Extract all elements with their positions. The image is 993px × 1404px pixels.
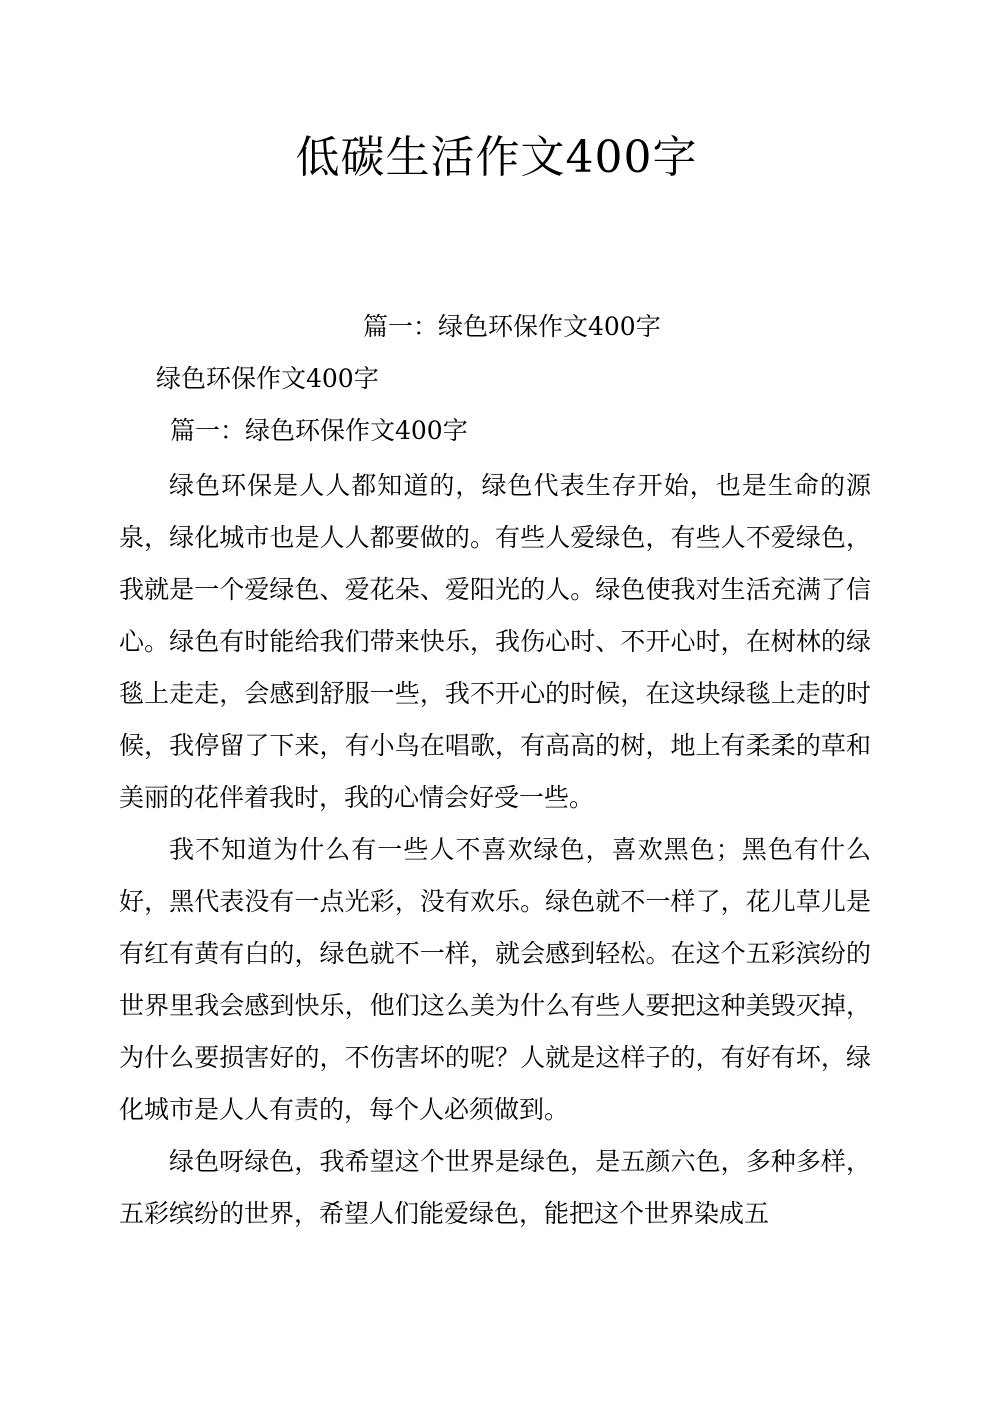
paragraph-1: 绿色环保是人人都知道的，绿色代表生存开始，也是生命的源泉，绿化城市也是人人都要做的。有些人爱绿色，有些人不爱绿色，我就是一个爱绿色、爱花朵、爱阳光的人。绿色使我对生活充满了信心。绿色有时能给我们带来快乐，我伤心时、不开心时，在树林的绿毯上走走，会感到舒服一些，我不开心的时候，在这块绿毯上走的时候，我停留了下来，有小鸟在唱歌，有高高的树，地上有柔柔的草和美丽的花伴着我时，我的心情会好受一些。 (119, 471, 871, 812)
essay-heading: 篇一：绿色环保作文400字 (170, 416, 468, 445)
paragraph-2: 我不知道为什么有一些人不喜欢绿色，喜欢黑色；黑色有什么好，黑代表没有一点光彩，没有欢乐。绿色就不一样了，花儿草儿是有红有黄有白的，绿色就不一样，就会感到轻松。在这个五彩滨纷的世界里我会感到快乐，他们这么美为什么有些人要把这种美毁灭掉，为什么要损害好的，不伤害坏的呢？人就是这样子的，有好有坏，绿化城市是人人有责的，每个人必须做到。 (119, 835, 871, 1124)
paragraph-3: 绿色呀绿色，我希望这个世界是绿色，是五颜六色，多种多样，五彩缤纷的世界，希望人们能爱绿色，能把这个世界染成五 (119, 1147, 871, 1228)
essay-subtitle: 绿色环保作文400字 (156, 364, 379, 393)
document-title: 低碳生活作文400字 (295, 132, 698, 183)
essay-body (119, 460, 871, 1240)
section-heading: 篇一：绿色环保作文400字 (363, 312, 661, 341)
